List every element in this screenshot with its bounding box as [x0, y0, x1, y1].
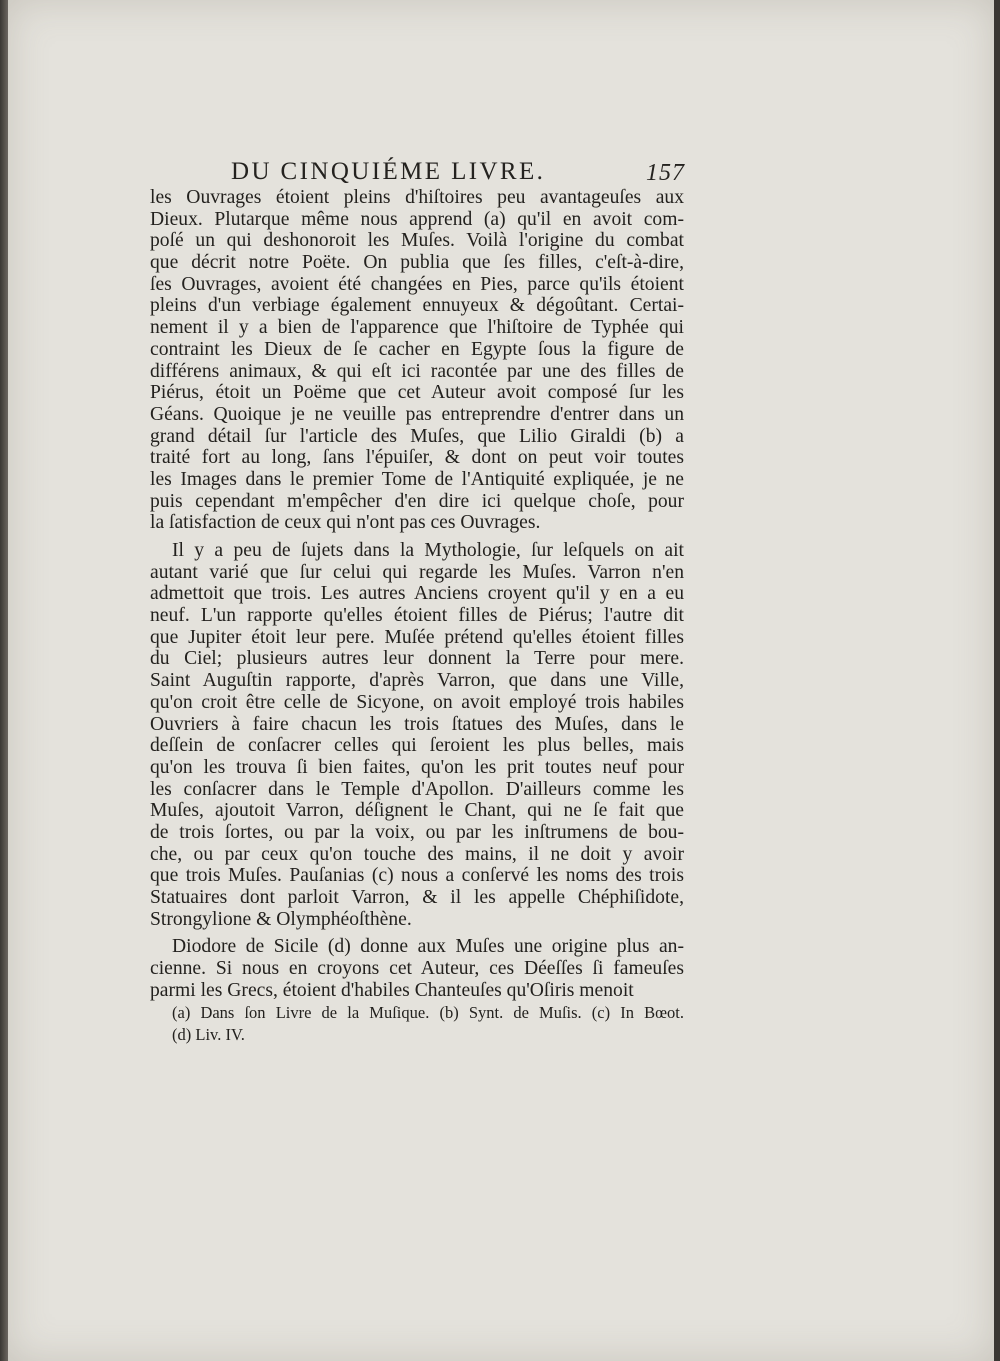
text-line: neuf. L'un rapporte qu'elles étoient filles de Piérus; l'autre dit	[150, 605, 684, 627]
text-line: que trois Muſes. Pauſanias (c) nous a conſervé les noms des trois	[150, 865, 684, 887]
text-line: du Ciel; plusieurs autres leur donnent la Terre pour mere.	[150, 648, 684, 670]
text-line: traité fort au long, ſans l'épuiſer, & dont on peut voir toutes	[150, 447, 684, 469]
page-header	[225, 158, 685, 188]
text-line: Piérus, étoit un Poëme que cet Auteur avoit composé ſur les	[150, 382, 684, 404]
text-line: de trois ſortes, ou par la voix, ou par les inſtrumens de bou-	[150, 821, 684, 843]
text-line: contraint les Dieux de ſe cacher en Egypte ſous la figure de	[150, 338, 684, 360]
text-line: la ſatisfaction de ceux qui n'ont pas ces Ouvrages.	[150, 512, 541, 534]
text-line: les Images dans le premier Tome de l'Antiquité expliquée, je ne	[150, 468, 684, 490]
text-line: deſſein de conſacrer celles qui ſeroient les plus belles, mais	[150, 735, 684, 757]
text-line: parmi les Grecs, étoient d'habiles Chanteuſes qu'Oſiris menoit	[150, 979, 634, 1001]
text-line: poſé un qui deshonoroit les Muſes. Voilà l'origine du combat	[150, 230, 684, 252]
running-title: DU CINQUIÉME LIVRE.	[231, 158, 546, 185]
text-line: qu'on les trouva ſi bien faites, qu'on les prit toutes neuf pour	[150, 756, 684, 778]
page-right-edge	[994, 0, 1000, 1361]
footnote-line: (d) Liv. IV.	[172, 1025, 245, 1044]
text-line: ſes Ouvrages, avoient été changées en Pies, parce qu'ils étoient	[150, 273, 684, 295]
page-left-edge	[0, 0, 8, 1361]
paragraph	[150, 540, 684, 930]
text-line: Il y a peu de ſujets dans la Mythologie, ſur leſquels on ait	[172, 540, 684, 561]
text-line: différens animaux, & qui eſt ici racontée par une des filles de	[150, 360, 684, 382]
text-line: admettoit que trois. Les autres Anciens croyent qu'il y en a eu	[150, 583, 684, 605]
body-text	[150, 187, 684, 1001]
text-line: qu'on croit être celle de Sicyone, on avoit employé trois habiles	[150, 691, 684, 713]
text-line: Diodore de Sicile (d) donne aux Muſes une origine plus an-	[172, 936, 684, 958]
footnotes	[172, 1002, 684, 1046]
page-number: 157	[646, 160, 685, 186]
text-line: Muſes, ajoutoit Varron, déſignent le Chant, qui ne ſe fait que	[150, 800, 684, 822]
text-line: Statuaires dont parloit Varron, & il les appelle Chéphiſidote,	[150, 887, 684, 908]
text-line: que Jupiter étoit leur pere. Muſée prétend qu'elles étoient filles	[150, 626, 684, 648]
text-line: Saint Auguſtin rapporte, d'après Varron, que dans une Ville,	[150, 670, 684, 692]
paragraph	[150, 187, 684, 534]
text-line: les Ouvrages étoient pleins d'hiſtoires peu avantageuſes aux	[150, 187, 684, 208]
text-line: pleins d'un verbiage également ennuyeux & dégoûtant. Certai-	[150, 295, 684, 317]
text-line: che, ou par ceux qu'on touche des mains, il ne doit y avoir	[150, 843, 684, 865]
text-line: puis cependant m'empêcher d'en dire ici quelque choſe, pour	[150, 490, 684, 512]
text-line: les conſacrer dans le Temple d'Apollon. D'ailleurs comme les	[150, 778, 684, 800]
paragraph	[150, 936, 684, 1001]
text-line: Géans. Quoique je ne veuille pas entreprendre d'entrer dans un	[150, 403, 684, 425]
text-line: Strongylione & Olymphéoſthène.	[150, 908, 412, 930]
text-line: nement il y a bien de l'apparence que l'hiſtoire de Typhée qui	[150, 317, 684, 339]
text-line: autant varié que ſur celui qui regarde les Muſes. Varron n'en	[150, 561, 684, 583]
footnote-line: (a) Dans ſon Livre de la Muſique. (b) Synt. de Muſis. (c) In Bœot.	[172, 1003, 684, 1022]
text-line: grand détail ſur l'article des Muſes, que Lilio Giraldi (b) a	[150, 425, 684, 447]
text-line: Dieux. Plutarque même nous apprend (a) qu'il en avoit com-	[150, 208, 684, 230]
text-line: Ouvriers à faire chacun les trois ſtatues des Muſes, dans le	[150, 713, 684, 735]
text-line: que décrit notre Poëte. On publia que ſes filles, c'eſt-à-dire,	[150, 252, 684, 274]
text-line: cienne. Si nous en croyons cet Auteur, ces Déeſſes ſi fameuſes	[150, 958, 684, 980]
